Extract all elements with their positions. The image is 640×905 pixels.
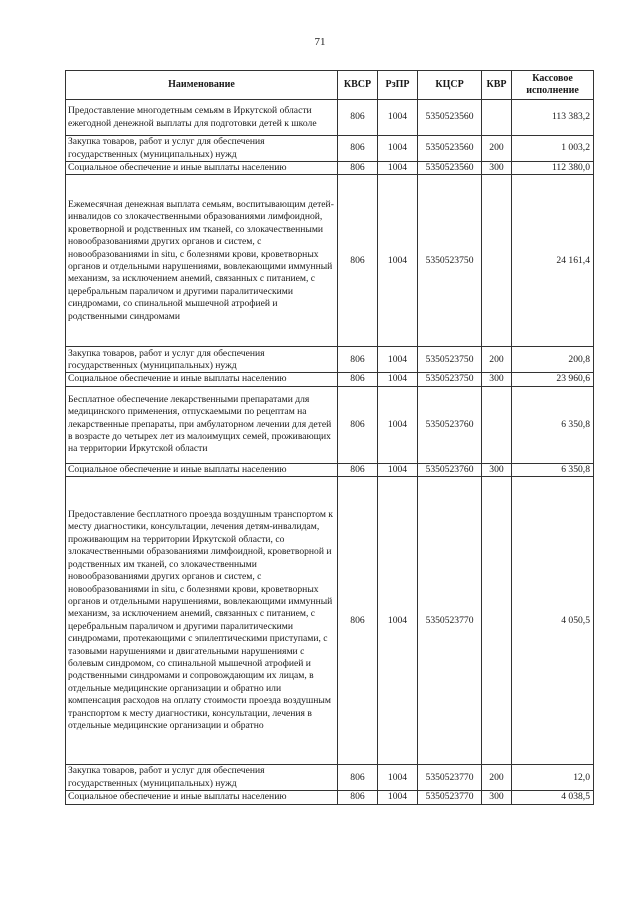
row-kcsr: 5350523760	[418, 386, 482, 463]
header-rzpr: РзПР	[378, 71, 418, 100]
row-kvr	[482, 175, 512, 347]
row-name: Социальное обеспечение и иные выплаты населению	[66, 373, 338, 386]
row-kcsr: 5350523560	[418, 100, 482, 136]
row-kvr	[482, 100, 512, 136]
row-kvr	[482, 477, 512, 765]
row-kvsr: 806	[338, 162, 378, 175]
row-kcsr: 5350523770	[418, 791, 482, 804]
row-rzpr: 1004	[378, 386, 418, 463]
table-row	[66, 477, 594, 765]
row-amount: 4 050,5	[512, 477, 594, 765]
row-name: Предоставление многодетным семьям в Иркутской области ежегодной денежной выплаты для подготовки детей к школе	[66, 100, 338, 136]
table-row	[66, 373, 594, 386]
table-row	[66, 765, 594, 791]
row-rzpr: 1004	[378, 463, 418, 476]
row-kvr: 200	[482, 347, 512, 373]
table-row	[66, 791, 594, 804]
row-kvsr: 806	[338, 373, 378, 386]
row-rzpr: 1004	[378, 765, 418, 791]
row-kcsr: 5350523770	[418, 765, 482, 791]
row-rzpr: 1004	[378, 347, 418, 373]
header-kvsr: КВСР	[338, 71, 378, 100]
row-amount: 112 380,0	[512, 162, 594, 175]
row-kvsr: 806	[338, 765, 378, 791]
row-kcsr: 5350523560	[418, 162, 482, 175]
row-kcsr: 5350523750	[418, 347, 482, 373]
row-kvr: 300	[482, 162, 512, 175]
row-name: Закупка товаров, работ и услуг для обеспечения государственных (муниципальных) нужд	[66, 136, 338, 162]
row-rzpr: 1004	[378, 100, 418, 136]
row-kcsr: 5350523750	[418, 175, 482, 347]
header-cash-execution: Кассовое исполнение	[512, 71, 594, 100]
table-row	[66, 175, 594, 347]
row-kvr: 300	[482, 463, 512, 476]
row-rzpr: 1004	[378, 477, 418, 765]
row-kvsr: 806	[338, 347, 378, 373]
row-rzpr: 1004	[378, 175, 418, 347]
row-kvr: 300	[482, 791, 512, 804]
row-rzpr: 1004	[378, 136, 418, 162]
table-row	[66, 162, 594, 175]
page-number: 71	[314, 36, 326, 48]
row-kcsr: 5350523760	[418, 463, 482, 476]
row-rzpr: 1004	[378, 791, 418, 804]
row-kvr: 300	[482, 373, 512, 386]
row-name: Закупка товаров, работ и услуг для обеспечения государственных (муниципальных) нужд	[66, 765, 338, 791]
table-row	[66, 136, 594, 162]
row-amount: 113 383,2	[512, 100, 594, 136]
row-amount: 200,8	[512, 347, 594, 373]
row-name: Предоставление бесплатного проезда воздушным транспортом к месту диагностики, консультации, лечения детям-инвалидам, проживающим на территории Иркутской области, со злокачественными образованиями лимфоидной, кроветворной и родственных им тканей, со злокачественными новообразованиями других органов и систем, с новообразованиями in situ, с болезнями крови, кроветворных органов и отдельными нарушениями, вовлекающими иммунный механизм, за исключением анемий, связанных с питанием, с церебральным параличом и другими паралитическими синдромами, протекающими с эпилептическими приступами, с тазовыми нарушениями и двигательными нарушениями с болевым синдромом, со спинальной мышечной атрофией и родственными синдромами и сопровождающим их лицам, в отдельные медицинские организации и обратно или компенсация расходов на оплату стоимости проезда воздушным транспортом к месту диагностики, консультации, лечения в отдельные медицинские организации и обратно	[66, 477, 338, 765]
header-kcsr: КЦСР	[418, 71, 482, 100]
table-row	[66, 463, 594, 476]
row-name: Социальное обеспечение и иные выплаты населению	[66, 463, 338, 476]
header-name: Наименование	[66, 71, 338, 100]
row-kvr	[482, 386, 512, 463]
row-kcsr: 5350523770	[418, 477, 482, 765]
row-rzpr: 1004	[378, 162, 418, 175]
row-amount: 6 350,8	[512, 386, 594, 463]
row-kvsr: 806	[338, 477, 378, 765]
table-row	[66, 347, 594, 373]
row-kvr: 200	[482, 136, 512, 162]
table-header-row	[66, 71, 594, 100]
row-amount: 4 038,5	[512, 791, 594, 804]
row-name: Ежемесячная денежная выплата семьям, воспитывающим детей-инвалидов со злокачественными образованиями лимфоидной, кроветворной и родственных им тканей, со злокачественными новообразованиями других органов и систем, с новообразованиями in situ, с болезнями крови, кроветворных органов и отдельными нарушениями, вовлекающими иммунный механизм, за исключением анемий, связанных с питанием, с церебральным параличом и другими паралитическими синдромами, со спинальной мышечной атрофией и родственными синдромами	[66, 175, 338, 347]
row-kvsr: 806	[338, 386, 378, 463]
row-kvsr: 806	[338, 100, 378, 136]
row-kvr: 200	[482, 765, 512, 791]
table-row	[66, 386, 594, 463]
row-kvsr: 806	[338, 791, 378, 804]
row-amount: 23 960,6	[512, 373, 594, 386]
row-name: Социальное обеспечение и иные выплаты населению	[66, 791, 338, 804]
row-rzpr: 1004	[378, 373, 418, 386]
row-name: Бесплатное обеспечение лекарственными препаратами для медицинского применения, отпускаемыми по рецептам на лекарственные препараты, при амбулаторном лечении для детей в возрасте до четырех лет из малоимущих семей, проживающих на территории Иркутской области	[66, 386, 338, 463]
row-kcsr: 5350523750	[418, 373, 482, 386]
row-name: Закупка товаров, работ и услуг для обеспечения государственных (муниципальных) нужд	[66, 347, 338, 373]
header-kvr: КВР	[482, 71, 512, 100]
row-amount: 1 003,2	[512, 136, 594, 162]
budget-execution-table	[65, 70, 594, 805]
row-name: Социальное обеспечение и иные выплаты населению	[66, 162, 338, 175]
row-kcsr: 5350523560	[418, 136, 482, 162]
row-amount: 6 350,8	[512, 463, 594, 476]
row-kvsr: 806	[338, 463, 378, 476]
row-kvsr: 806	[338, 136, 378, 162]
table-row	[66, 100, 594, 136]
row-amount: 24 161,4	[512, 175, 594, 347]
row-kvsr: 806	[338, 175, 378, 347]
row-amount: 12,0	[512, 765, 594, 791]
